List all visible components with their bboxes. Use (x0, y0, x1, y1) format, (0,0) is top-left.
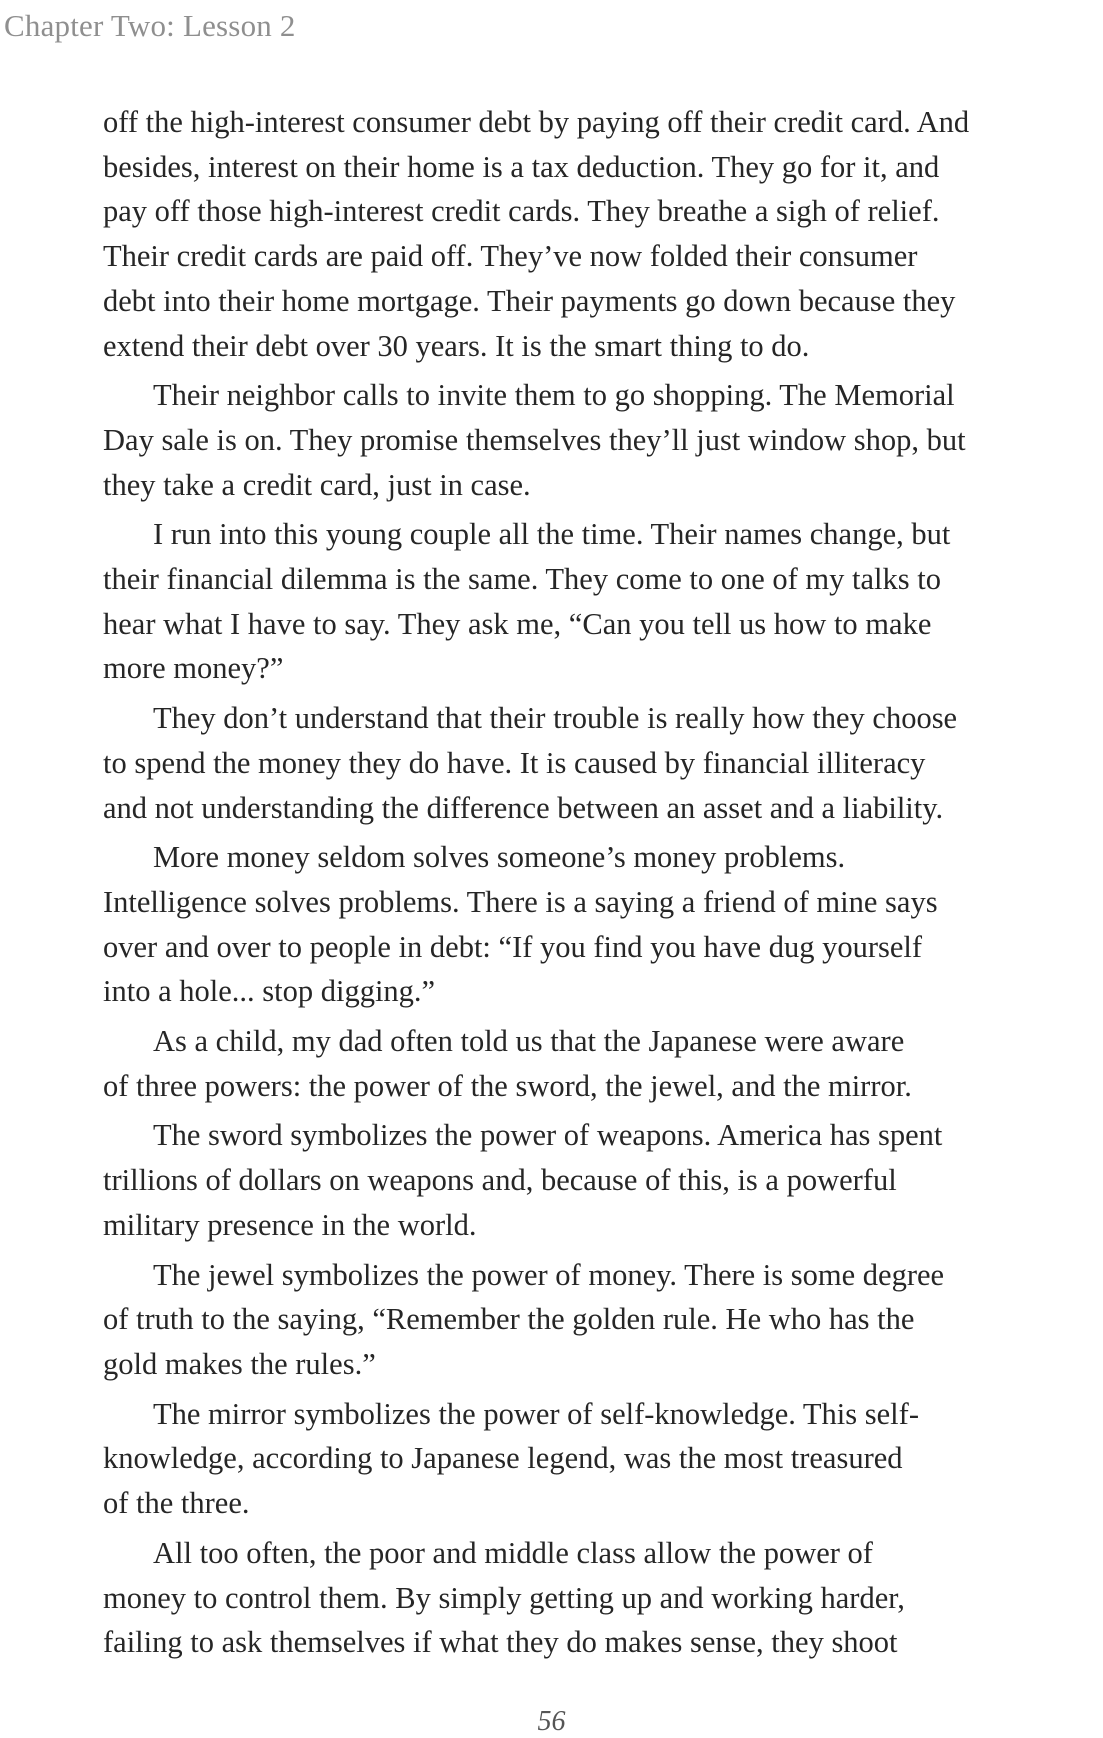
text-line: gold makes the rules.” (103, 1346, 376, 1381)
text-line: pay off those high-interest credit cards. They breathe a sigh of relief. (103, 194, 940, 229)
text-line: of the three. (103, 1486, 250, 1521)
text-line: The mirror symbolizes the power of self-knowledge. This self- (153, 1396, 919, 1431)
text-line: their financial dilemma is the same. They come to one of my talks to (103, 562, 941, 597)
paragraph (103, 1253, 1023, 1387)
text-line: All too often, the poor and middle class allow the power of (153, 1535, 873, 1570)
text-line: The jewel symbolizes the power of money. There is some degree (153, 1257, 945, 1292)
text-line: extend their debt over 30 years. It is the smart thing to do. (103, 328, 810, 363)
text-line: military presence in the world. (103, 1207, 477, 1242)
text-line: debt into their home mortgage. Their payments go down because they (103, 283, 956, 318)
text-line: into a hole... stop digging.” (103, 974, 436, 1009)
text-line: off the high-interest consumer debt by paying off their credit card. And (103, 105, 970, 139)
paragraph (103, 835, 1023, 1014)
text-line: besides, interest on their home is a tax deduction. They go for it, and (103, 149, 940, 184)
text-line: The sword symbolizes the power of weapons. America has spent (153, 1118, 943, 1153)
text-line: to spend the money they do have. It is caused by financial illiteracy (103, 745, 926, 780)
text-line: Day sale is on. They promise themselves they’ll just window shop, but (103, 422, 966, 457)
text-line: They don’t understand that their trouble is really how they choose (153, 701, 958, 736)
text-line: over and over to people in debt: “If you find you have dug yourself (103, 929, 923, 964)
paragraph (103, 100, 1023, 368)
running-head: Chapter Two: Lesson 2 (4, 8, 296, 43)
text-line: failing to ask themselves if what they do makes sense, they shoot (103, 1625, 898, 1660)
text-line: Their neighbor calls to invite them to go shopping. The Memorial (153, 378, 955, 413)
text-line: Their credit cards are paid off. They’ve now folded their consumer (103, 239, 918, 274)
page-number: 56 (537, 1706, 566, 1737)
text-line: As a child, my dad often told us that the Japanese were aware (153, 1024, 905, 1059)
body-text (103, 100, 1023, 1670)
paragraph (103, 373, 1023, 507)
text-line: knowledge, according to Japanese legend, was the most treasured (103, 1441, 903, 1476)
paragraph (103, 1531, 1023, 1665)
paragraph (103, 1113, 1023, 1247)
text-line: Intelligence solves problems. There is a saying a friend of mine says (103, 884, 938, 919)
text-line: and not understanding the difference between an asset and a liability. (103, 790, 944, 825)
paragraph (103, 696, 1023, 830)
paragraph (103, 512, 1023, 691)
paragraph (103, 1392, 1023, 1526)
text-line: I run into this young couple all the time. Their names change, but (153, 517, 951, 552)
text-line: money to control them. By simply getting up and working harder, (103, 1580, 905, 1615)
text-line: trillions of dollars on weapons and, because of this, is a powerful (103, 1163, 897, 1198)
text-line: hear what I have to say. They ask me, “Can you tell us how to make (103, 606, 932, 641)
paragraph (103, 1019, 1023, 1108)
text-line: more money?” (103, 651, 284, 686)
text-line: of three powers: the power of the sword, the jewel, and the mirror. (103, 1068, 912, 1103)
text-line: of truth to the saying, “Remember the golden rule. He who has the (103, 1302, 915, 1337)
text-line: More money seldom solves someone’s money problems. (153, 840, 846, 875)
text-line: they take a credit card, just in case. (103, 467, 531, 502)
